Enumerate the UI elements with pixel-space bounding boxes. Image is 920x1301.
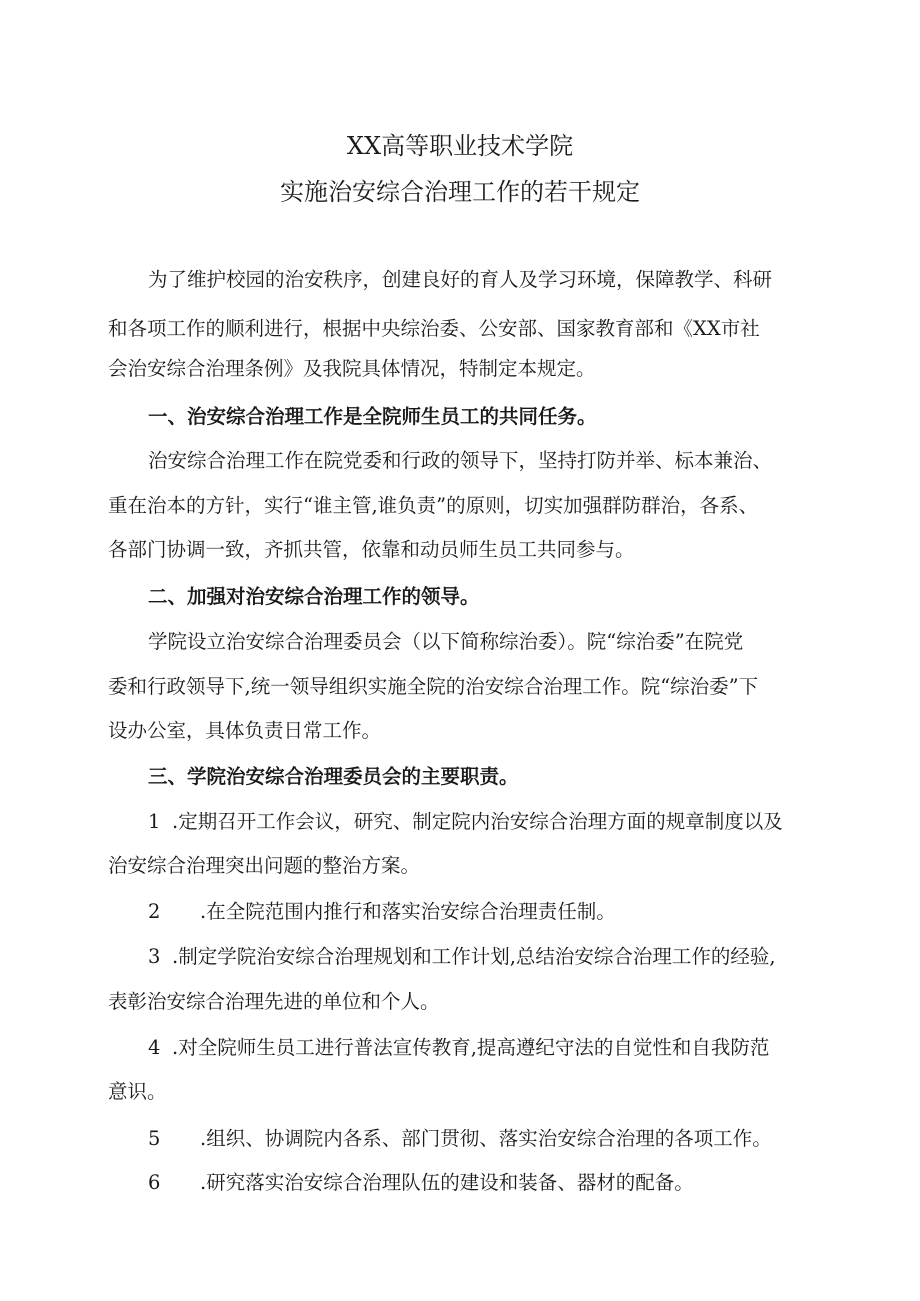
duty-item-number: 6 — [148, 1171, 161, 1194]
duty-item-text: .对全院师生员工进行普法宣传教育,提高遵纪守法的自觉性和自我防范 — [172, 1036, 770, 1059]
duty-item-text: .定期召开工作会议，研究、制定院内治安综合治理方面的规章制度以及 — [172, 810, 783, 833]
duty-item-4 — [148, 1035, 769, 1061]
section1-body-line-2: 重在治本的方针，实行“谁主管,谁负责”的原则，切实加强群防群治，各系、 — [108, 494, 759, 517]
duty-item-1 — [148, 809, 783, 835]
section1-body-line-3: 各部门协调一致，齐抓共管，依靠和动员师生员工共同参与。 — [108, 538, 635, 561]
section2-body-line-3: 设办公室，具体负责日常工作。 — [108, 719, 382, 742]
duty-item-5 — [148, 1126, 772, 1152]
section2-heading: 二、加强对治安综合治理工作的领导。 — [148, 585, 480, 608]
duty-item-3 — [148, 944, 776, 970]
duty-item-2 — [148, 899, 616, 925]
section2-body-line-1: 学院设立治安综合治理委员会（以下简称综治委）。院“综治委”在院党 — [148, 630, 744, 653]
duty-item-text: .组织、协调院内各系、部门贯彻、落实治安综合治理的各项工作。 — [200, 1127, 772, 1150]
duty-item-text: .研究落实治安综合治理队伍的建设和装备、器材的配备。 — [200, 1171, 694, 1194]
section1-body-line-1: 治安综合治理工作在院党委和行政的领导下，坚持打防并举、标本兼治、 — [148, 449, 773, 472]
section3-heading: 三、学院治安综合治理委员会的主要职责。 — [148, 765, 519, 788]
duty-item-3-continued: 表彰治安综合治理先进的单位和个人。 — [108, 990, 440, 1013]
duty-item-number: 1 — [148, 810, 161, 833]
duty-item-number: 5 — [148, 1127, 161, 1150]
duty-item-text: .制定学院治安综合治理规划和工作计划,总结治安综合治理工作的经验, — [172, 945, 776, 968]
intro-line-1: 为了维护校园的治安秩序，创建良好的育人及学习环境，保障教学、科研 — [148, 268, 773, 291]
duty-item-1-continued: 治安综合治理突出问题的整治方案。 — [108, 854, 421, 877]
duty-item-text: .在全院范围内推行和落实治安综合治理责任制。 — [200, 900, 616, 923]
duty-item-number: 3 — [148, 945, 161, 968]
duty-item-number: 4 — [148, 1036, 161, 1059]
duty-item-number: 2 — [148, 900, 161, 923]
intro-line-2: 和各项工作的顺利进行，根据中央综治委、公安部、国家教育部和《XX市社 — [108, 317, 760, 340]
duty-item-6 — [148, 1170, 694, 1196]
document-title-line1: XX高等职业技术学院 — [346, 132, 574, 160]
duty-item-4-continued: 意识。 — [108, 1080, 167, 1103]
section2-body-line-2: 委和行政领导下,统一领导组织实施全院的治安综合治理工作。院“综治委”下 — [108, 675, 759, 698]
intro-line-3: 会治安综合治理条例》及我院具体情况，特制定本规定。 — [108, 357, 596, 380]
document-title-line2: 实施治安综合治理工作的若干规定 — [280, 178, 640, 206]
section1-heading: 一、治安综合治理工作是全院师生员工的共同任务。 — [148, 405, 597, 428]
